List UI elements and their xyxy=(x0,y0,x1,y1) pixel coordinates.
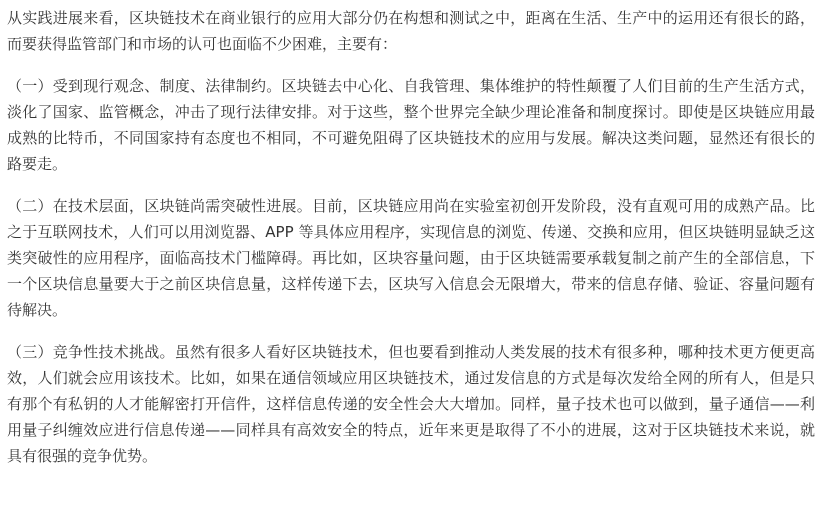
intro-paragraph: 从实践进展来看，区块链技术在商业银行的应用大部分仍在构想和测试之中，距离在生活、生产中的运用还有很长的路，而要获得监管部门和市场的认可也面临不少困难，主要有： xyxy=(7,9,815,53)
paragraph-technical-level: （二）在技术层面，区块链尚需突破性进展。目前，区块链应用尚在实验室初创开发阶段，没有直观可用的成熟产品。比之于互联网技术，人们可以用浏览器、APP 等具体应用程序，实现信息的浏览、传递、交换和应用，但区块链明显缺乏这类突破性的应用程序，面临高技术门槛障碍。再比如，区块容量问题，由于区块链需要承载复制之前产生的全部信息，下一个区块信息量要大于之前区块信息量，这样传递下去，区块写入信息会无限增大，带来的信息存储、验证、容量问题有待解决。 xyxy=(7,197,815,319)
paragraph-competing-technology: （三）竞争性技术挑战。虽然有很多人看好区块链技术，但也要看到推动人类发展的技术有很多种，哪种技术更方便更高效，人们就会应用该技术。比如，如果在通信领域应用区块链技术，通过发信息的方式是每次发给全网的所有人，但是只有那个有私钥的人才能解密打开信件，这样信息传递的安全性会大大增加。同样，量子技术也可以做到，量子通信——利用量子纠缠效应进行信息传递——同样具有高效安全的特点，近年来更是取得了不小的进展，这对于区块链技术来说，就具有很强的竞争优势。 xyxy=(7,343,815,465)
article-body xyxy=(7,5,815,469)
paragraph-concept-institution-law: （一）受到现行观念、制度、法律制约。区块链去中心化、自我管理、集体维护的特性颠覆了人们目前的生产生活方式，淡化了国家、监管概念，冲击了现行法律安排。对于这些，整个世界完全缺少理论准备和制度探讨。即使是区块链应用最成熟的比特币，不同国家持有态度也不相同，不可避免阻碍了区块链技术的应用与发展。解决这类问题，显然还有很长的路要走。 xyxy=(7,77,815,173)
